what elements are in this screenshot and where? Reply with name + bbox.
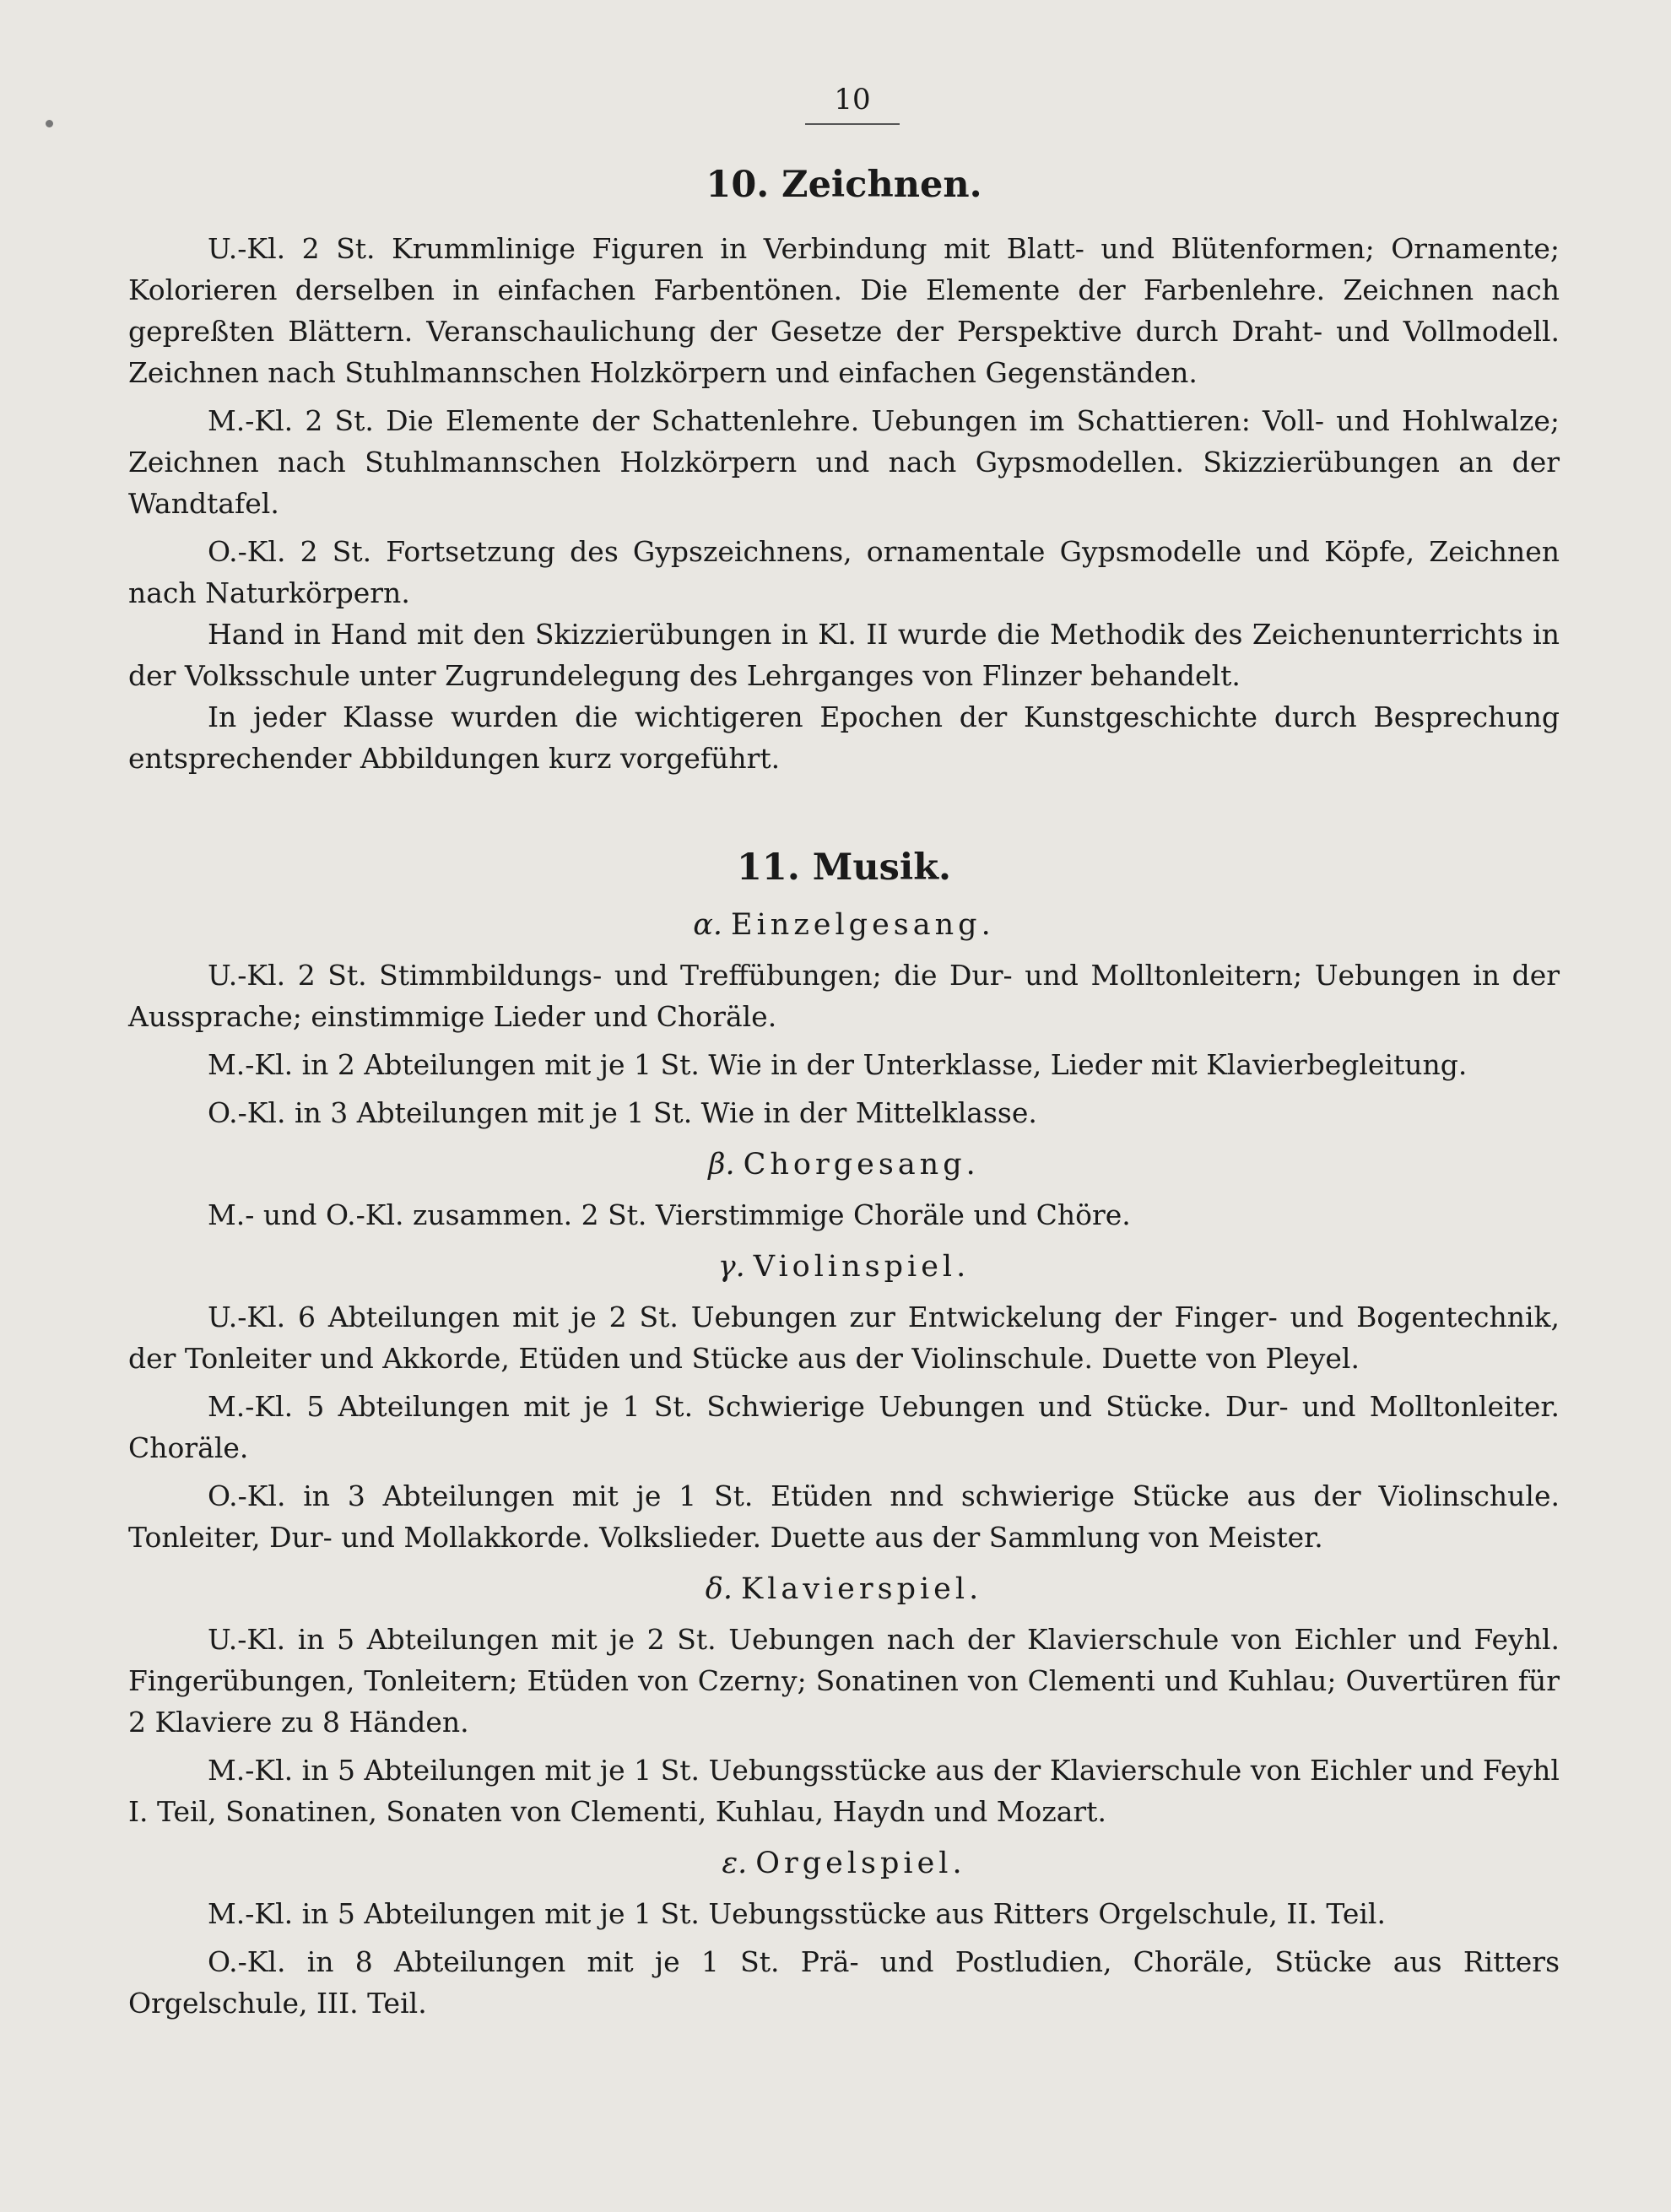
subsection-title: Orgelspiel. — [755, 1847, 966, 1880]
paragraph: O.-Kl. in 3 Abteilungen mit je 1 St. Etüden nnd schwierige Stücke aus der Violinschule. Tonleiter, Dur- und Mollakkorde. Volkslieder. Duette aus der Sammlung von Meister. — [128, 1479, 1560, 1554]
paragraph: In jeder Klasse wurden die wichtigeren Epochen der Kunstgeschichte durch Besprechung entsprechender Abbildungen kurz vorgeführt. — [128, 700, 1560, 775]
subsection-marker: α. — [693, 908, 723, 942]
subsection-marker: γ. — [717, 1250, 745, 1284]
subsection-heading — [128, 904, 1560, 946]
paragraph: M.-Kl. in 5 Abteilungen mit je 1 St. Uebungsstücke aus der Klavierschule von Eichler und Feyhl I. Teil, Sonatinen, Sonaten von Clementi, Kuhlau, Haydn und Mozart. — [128, 1754, 1560, 1828]
paragraph: U.-Kl. 2 St. Krummlinige Figuren in Verbindung mit Blatt- und Blütenformen; Ornamente; Kolorieren derselben in einfachen Farbentönen. Die Elemente der Farbenlehre. Zeichnen nach gepreßten Blättern. Veranschaulichung der Gesetze der Perspektive durch Draht- und Vollmodell. Zeichnen nach Stuhlmannschen Holzkörpern und einfachen Gegenständen. — [128, 232, 1560, 389]
paragraph: O.-Kl. in 8 Abteilungen mit je 1 St. Prä- und Postludien, Choräle, Stücke aus Ritters Orgelschule, III. Teil. — [128, 1945, 1560, 2020]
subsection-title: Klavierspiel. — [740, 1572, 983, 1606]
paragraph: M.-Kl. in 5 Abteilungen mit je 1 St. Uebungsstücke aus Ritters Orgelschule, II. Teil. — [208, 1897, 1386, 1930]
subsection-title: Violinspiel. — [753, 1250, 971, 1284]
section-heading: 11. Musik. — [737, 846, 951, 889]
paragraph: Hand in Hand mit den Skizzierübungen in Kl. II wurde die Methodik des Zeichenunterrichts in der Volksschule unter Zugrundelegung des Lehrganges von Flinzer behandelt. — [128, 618, 1560, 692]
subsection-heading — [128, 1246, 1560, 1288]
page-content — [128, 81, 1560, 2024]
paragraph: M.-Kl. 2 St. Die Elemente der Schattenlehre. Uebungen im Schattieren: Voll- und Hohlwalze; Zeichnen nach Stuhlmannschen Holzkörpern und nach Gypsmodellen. Skizzierübungen an der Wandtafel. — [128, 404, 1560, 520]
subsection-title: Einzelgesang. — [731, 908, 995, 942]
paragraph: U.-Kl. in 5 Abteilungen mit je 2 St. Uebungen nach der Klavierschule von Eichler und Feyhl. Fingerübungen, Tonleitern; Etüden von Czerny; Sonatinen von Clementi und Kuhlau; Ouvertüren für 2 Klaviere zu 8 Händen. — [128, 1623, 1560, 1739]
subsection-heading — [128, 1568, 1560, 1610]
paragraph: O.-Kl. in 3 Abteilungen mit je 1 St. Wie in der Mittelklasse. — [208, 1096, 1037, 1129]
subsection-title: Chorgesang. — [743, 1148, 980, 1182]
subsection-marker: δ. — [705, 1572, 733, 1606]
paragraph: U.-Kl. 2 St. Stimmbildungs- und Treffübungen; die Dur- und Molltonleitern; Uebungen in der Aussprache; einstimmige Lieder und Choräle. — [128, 959, 1560, 1033]
paragraph: M.- und O.-Kl. zusammen. 2 St. Vierstimmige Choräle und Chöre. — [208, 1198, 1131, 1231]
section-heading: 10. Zeichnen. — [706, 164, 982, 206]
ink-speck — [46, 120, 53, 127]
paragraph: U.-Kl. 6 Abteilungen mit je 2 St. Uebungen zur Entwickelung der Finger- und Bogentechnik, der Tonleiter und Akkorde, Etüden und Stücke aus der Violinschule. Duette von Pleyel. — [128, 1301, 1560, 1375]
paragraph: M.-Kl. in 2 Abteilungen mit je 1 St. Wie in der Unterklasse, Lieder mit Klavierbegleitung. — [208, 1048, 1468, 1081]
paragraph: M.-Kl. 5 Abteilungen mit je 1 St. Schwierige Uebungen und Stücke. Dur- und Molltonleiter. Choräle. — [128, 1390, 1560, 1464]
subsection-marker: ε. — [722, 1847, 748, 1880]
subsection-marker: β. — [708, 1148, 735, 1182]
paragraph: O.-Kl. 2 St. Fortsetzung des Gypszeichnens, ornamentale Gypsmodelle und Köpfe, Zeichnen nach Naturkörpern. — [128, 535, 1560, 609]
page-number: 10 — [834, 83, 871, 116]
subsection-heading — [128, 1842, 1560, 1885]
subsection-heading — [128, 1144, 1560, 1186]
page-number-rule — [805, 123, 900, 125]
